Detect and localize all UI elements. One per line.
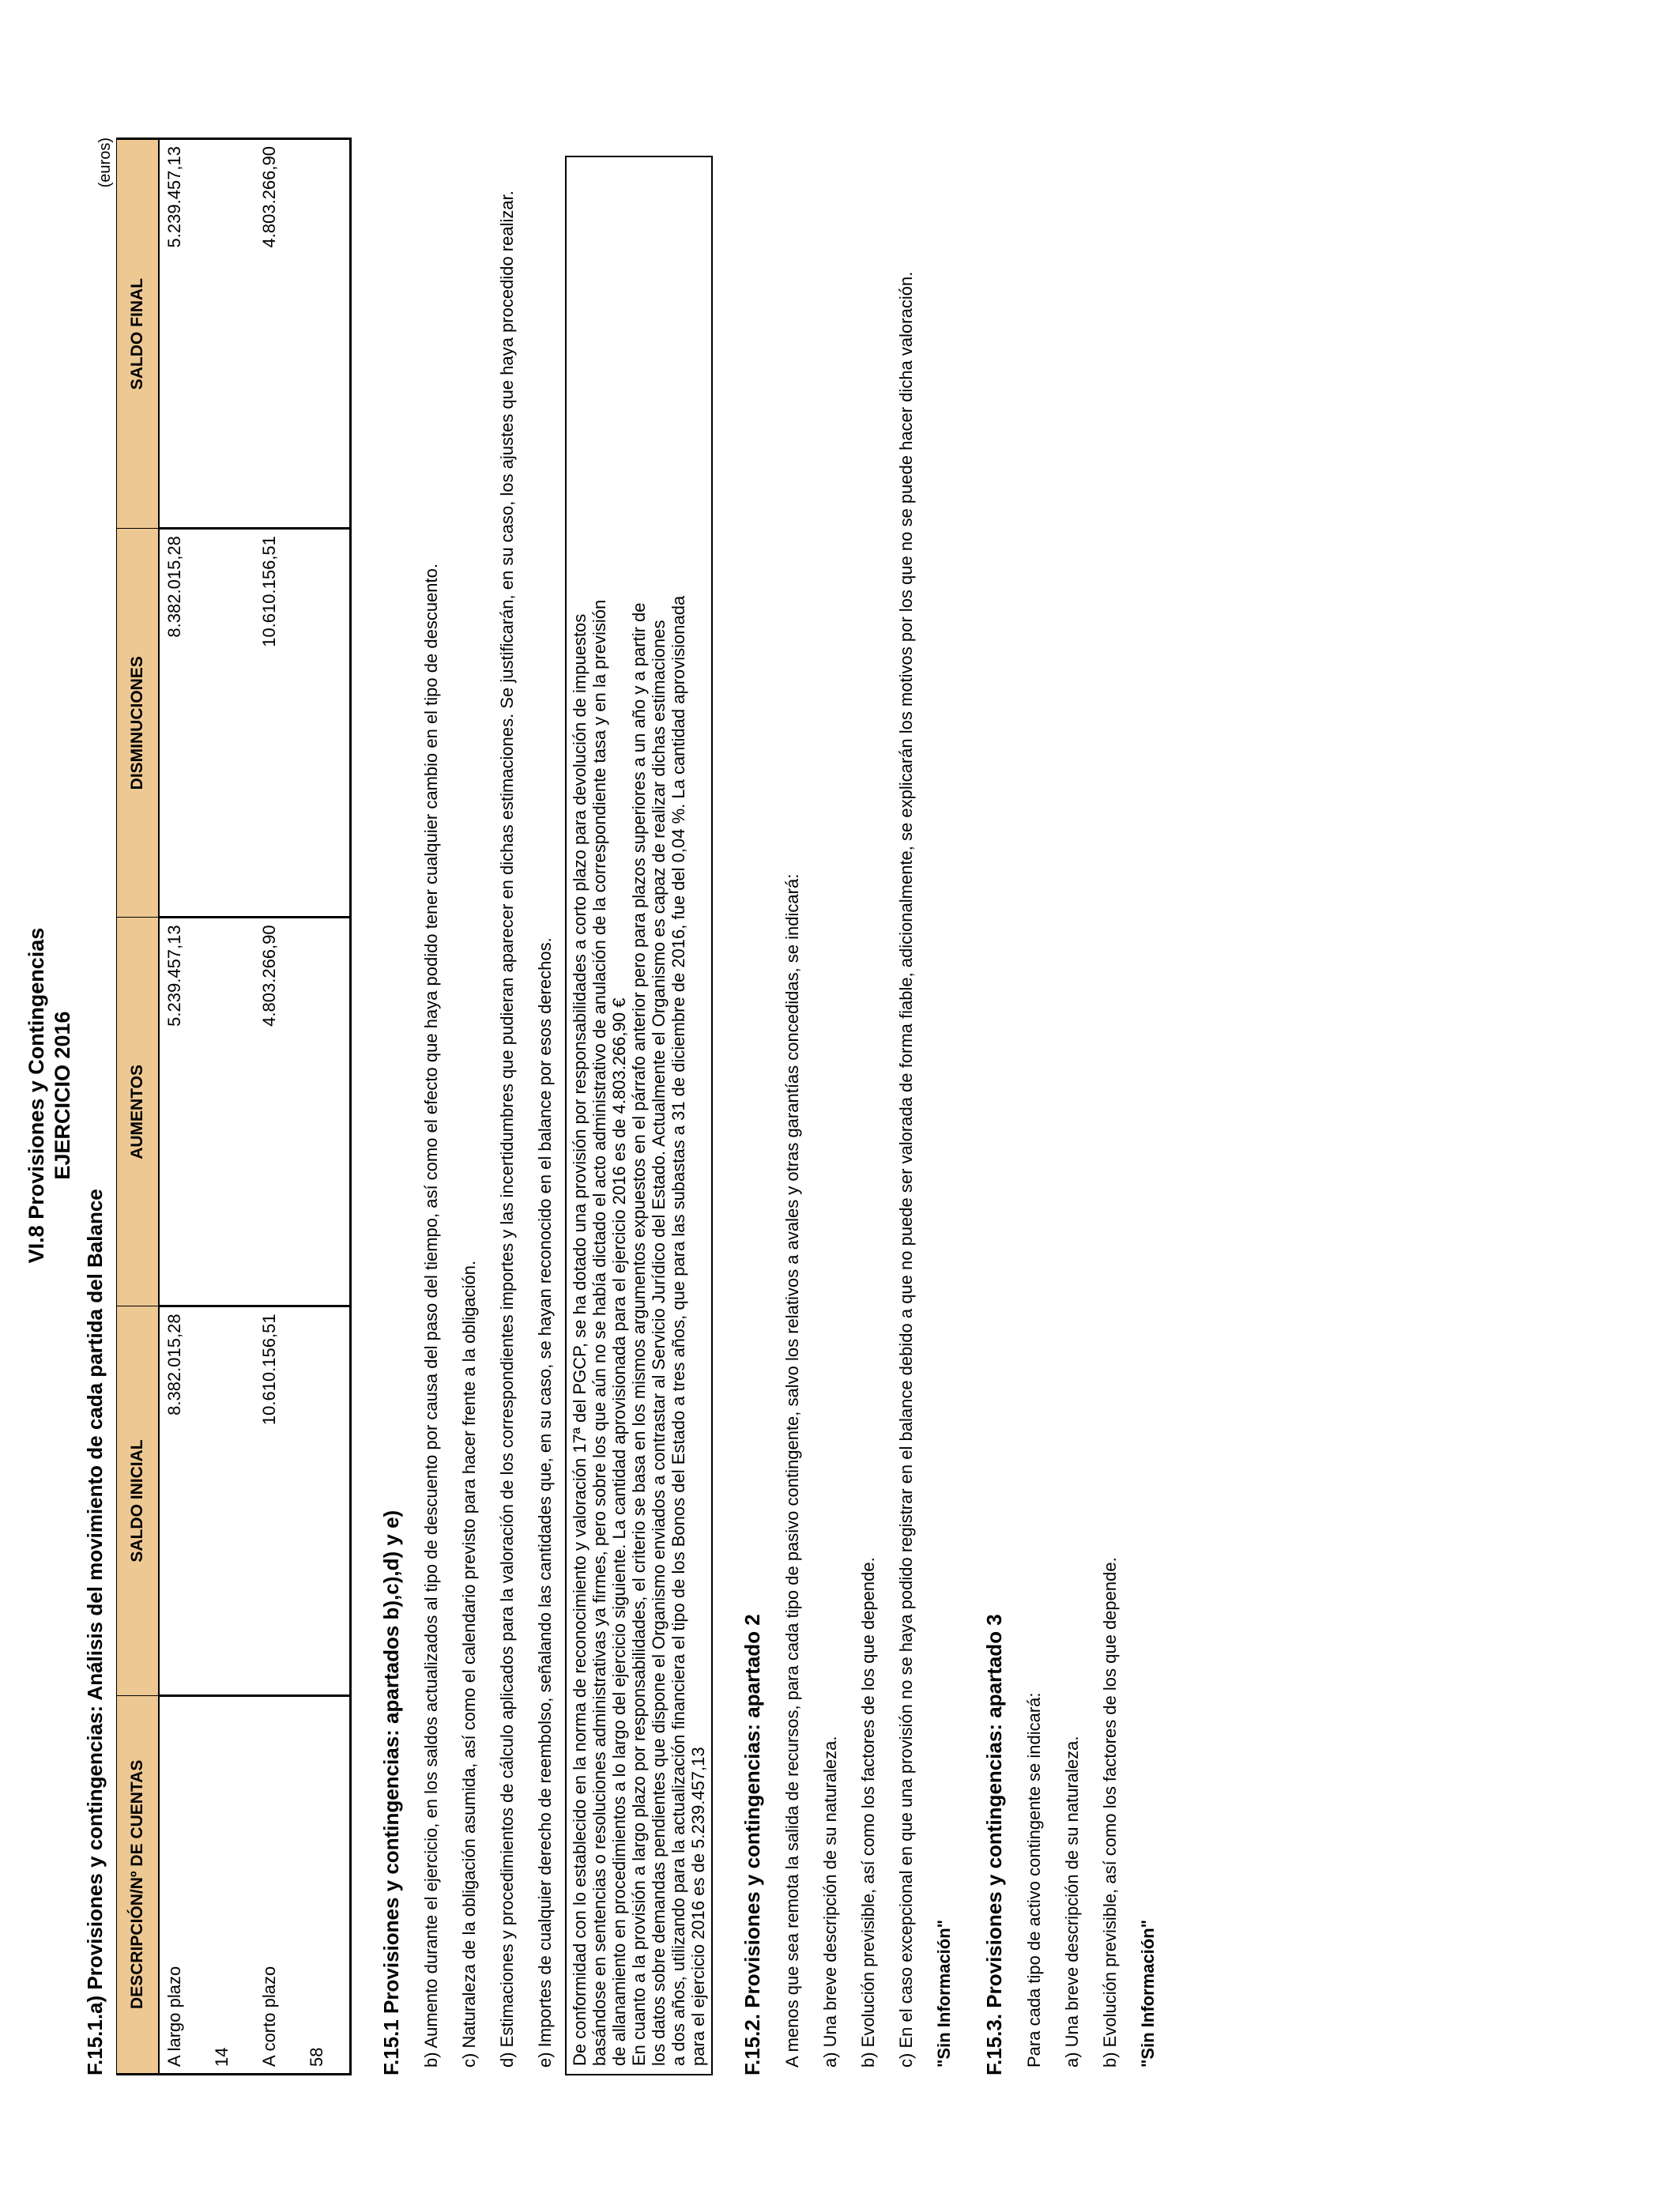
f153-intro: Para cada tipo de activo contingente se indicará: (1024, 1692, 1044, 2068)
cell-saldo-final: 4.803.266,90 (254, 139, 302, 529)
f152-item-b: b) Evolución previsible, así como los factores de los que depende. (858, 1557, 878, 2068)
f153-title: F.15.3. Provisiones y contingencias: apartado 3 (982, 1614, 1006, 2075)
table-row (159, 139, 207, 2075)
cell-saldo-inicial: 10.610.156,51 (254, 1306, 302, 1695)
page-subtitle: EJERCICIO 2016 (51, 1011, 74, 1180)
movements-table (116, 138, 352, 2075)
cell-aumentos: 5.239.457,13 (159, 918, 207, 1306)
cell-saldo-final: 5.239.457,13 (159, 139, 207, 529)
f152-item-c: c) En el caso excepcional en que una provisión no se haya podido registrar en el balance debido a que no puede ser valorada de forma fiable, adicionalmente, se explicarán los motivos por los que no se puede hacer dicha valoración. (896, 271, 916, 2068)
f152-item-a: a) Una breve descripción de su naturaleza. (820, 1736, 840, 2068)
cell-disminuciones: 8.382.015,28 (159, 529, 207, 918)
f151-item-d: d) Estimaciones y procedimientos de cálculo aplicados para la valoración de los correspondientes importes y las incertidumbres que pudieran aparecer en dichas estimaciones. Se justificarán, en su caso, los ajustes que haya procedido realizar. (497, 190, 517, 2068)
f153-item-b: b) Evolución previsible, así como los factores de los que depende. (1100, 1557, 1120, 2068)
col-header-aumentos: AUMENTOS (117, 918, 160, 1306)
box-line: basándose en sentencias o resoluciones administrativas ya firmes, pero sobre los que aún no se había dictado el acto administrativo de anulación de la correspondiente tasa y en la previsión (590, 599, 609, 2066)
table-header-row (117, 139, 160, 2075)
f151-explanation-box (565, 156, 713, 2075)
f151-item-c: c) Naturaleza de la obligación asumida, así como el calendario previsto para hacer frente a la obligación. (459, 1260, 479, 2068)
box-line: de allanamiento en procedimientos a lo largo del ejercicio siguiente. La cantidad aprovisionada para el ejercicio 2016 es de 4.803.266,90 € (609, 997, 629, 2066)
table-row (254, 139, 302, 2075)
cell-saldo-inicial: 8.382.015,28 (159, 1306, 207, 1695)
row-desc: A largo plazo (159, 1695, 207, 2074)
cell-aumentos: 4.803.266,90 (254, 918, 302, 1306)
f151-item-b: b) Aumento durante el ejercicio, en los saldos actualizados al tipo de descuento por causa del paso del tiempo, así como el efecto que haya podido tener cualquier cambio en el tipo de descuento. (421, 564, 441, 2068)
col-header-descripcion: DESCRIPCIÓN/Nº DE CUENTAS (117, 1695, 160, 2074)
box-line: De conformidad con lo establecido en la norma de reconocimiento y valoración 17ª del PGCP, se ha dotado una provisión por responsabilidades a corto plazo para devolución de impuestos (570, 613, 590, 2066)
box-line: En cuanto a la provisión a largo plazo por responsabilidades, el criterio se basa en los mismos argumentos expuestos en el párrafo anterior pero para plazos superiores a un año y a partir de (629, 602, 649, 2066)
f153-item-a: a) Una breve descripción de su naturaleza. (1062, 1736, 1082, 2068)
table-section-title: F.15.1.a) Provisiones y contingencias: Análisis del movimiento de cada partida del Balance (83, 1189, 107, 2075)
row-account: 58 (302, 1695, 351, 2074)
box-line: los datos sobre demandas pendientes que dispone el Organismo enviados a contrastar al Servicio Jurídico del Estado. Actualmente el Organismo es capaz de realizar dichas estimaciones (649, 620, 669, 2066)
f151-title: F.15.1 Provisiones y contingencias: apartados b),c),d) y e) (379, 1510, 403, 2075)
table-row (302, 139, 351, 2075)
box-line: para el ejercicio 2016 es de 5.239.457,13 (688, 1747, 708, 2066)
row-desc: A corto plazo (254, 1695, 302, 2074)
page-content (0, 115, 1158, 2075)
col-header-saldo-final: SALDO FINAL (117, 139, 160, 529)
f152-status: "Sin Información" (934, 1919, 954, 2068)
page-title: VI.8 Provisiones y Contingencias (24, 927, 48, 1264)
col-header-saldo-inicial: SALDO INICIAL (117, 1306, 160, 1695)
row-account: 14 (207, 1695, 254, 2074)
f152-intro: A menos que sea remota la salida de recursos, para cada tipo de pasivo contingente, salvo los relativos a avales y otras garantías concedidas, se indicará: (782, 873, 802, 2068)
f151-item-e: e) Importes de cualquier derecho de reembolso, señalando las cantidades que, en su caso, se hayan reconocido en el balance por esos derechos. (535, 937, 555, 2068)
units-label: (euros) (96, 138, 114, 188)
table-row (207, 139, 254, 2075)
col-header-disminuciones: DISMINUCIONES (117, 529, 160, 918)
cell-disminuciones: 10.610.156,51 (254, 529, 302, 918)
box-line: a dos años, utilizando para la actualización financiera el tipo de los Bonos del Estado a tres años, que para las subastas a 31 de diciembre de 2016, fue del 0,04 %. La cantidad aprovisionada (669, 595, 688, 2066)
f152-title: F.15.2. Provisiones y contingencias: apartado 2 (740, 1614, 764, 2075)
f153-status: "Sin Información" (1138, 1919, 1158, 2068)
